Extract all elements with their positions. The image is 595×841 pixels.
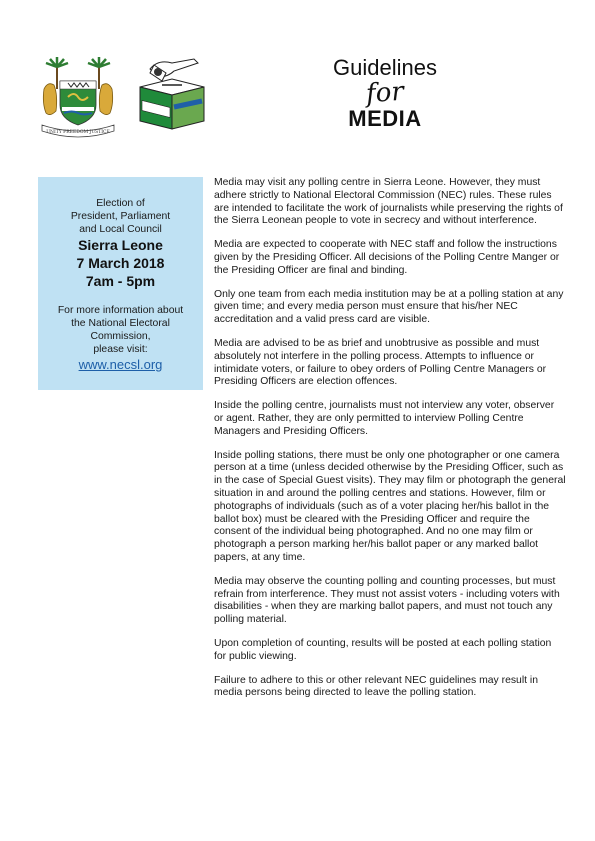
paragraph-8: Upon completion of counting, results will be posted at each polling station for public viewing.	[214, 637, 552, 662]
paragraph-6: Inside polling stations, there must be only one photographer or one camera person at a time (unless decided otherwise by the Presiding Officer, such as in the case of Special Guest visits). They may film or photograph the general situation in and around the polling centres and stations. However, film or photographs of individuals (such as of a voter placing her/his ballot in the ballot box) must be cleared with the Presiding Officer and require the consent of the individual being photographed. And no one may film or photograph a person marking her/his ballot paper or any marked ballot papers, at any time.	[214, 449, 566, 563]
coat-of-arms-icon	[38, 55, 118, 139]
paragraph-5: Inside the polling centre, journalists must not interview any voter, observer or agent. Rather, they are only permitted to interview Polling Centre Managers and Presiding Officers.	[214, 400, 555, 437]
guidelines-title	[300, 55, 470, 132]
ballot-box-icon	[128, 55, 208, 133]
sidebar-info-1: For more information about	[57, 305, 184, 316]
nec-website-link[interactable]: www.necsl.org	[78, 357, 163, 372]
sidebar-time: 7am - 5pm	[85, 273, 156, 289]
title-for: for	[365, 76, 405, 110]
sidebar-line-1: Election of	[96, 198, 145, 209]
sidebar-date: 7 March 2018	[76, 255, 165, 271]
coat-of-arms-logo	[38, 55, 118, 139]
election-info-sidebar	[38, 177, 203, 390]
sidebar-line-2: President, Parliament	[70, 211, 171, 222]
sidebar-info-4: please visit:	[93, 344, 148, 355]
sidebar-info-2: the National Electoral	[71, 318, 170, 329]
title-guidelines: Guidelines	[333, 55, 437, 80]
title-media: MEDIA	[348, 106, 422, 131]
sidebar-info-3: Commission,	[90, 331, 151, 342]
paragraph-9: Failure to adhere to this or other relevant NEC guidelines may result in media persons being directed to leave the polling station.	[214, 674, 539, 699]
paragraph-1: Media may visit any polling centre in Sierra Leone. However, they must adhere strictly to National Electoral Commission (NEC) rules. These rules are intended to facilitate the work of journalists while preserving the rights of the Sierra Leonean people to vote in secrecy and without interference.	[214, 177, 563, 227]
sidebar-line-3: and Local Council	[79, 224, 162, 235]
svg-text:UNITY FREEDOM JUSTICE: UNITY FREEDOM JUSTICE	[46, 130, 110, 135]
paragraph-3: Only one team from each media institution may be at a polling station at any given time; and every media person must ensure that his/her NEC accreditation and a valid press card are visible.	[214, 288, 564, 326]
sidebar-country: Sierra Leone	[78, 237, 163, 253]
paragraph-4: Media are advised to be as brief and unobtrusive as possible and must absolutely not interfere in the polling process. Attempts to influence or intimidate voters, or failure to obey orders of Polling Centre Managers or Presiding Officers are election offences.	[214, 337, 547, 388]
paragraph-2: Media are expected to cooperate with NEC staff and follow the instructions given by the Presiding Officer. All decisions of the Polling Centre Manger or the Presiding Officer are final and binding.	[214, 239, 560, 276]
guidelines-body	[214, 177, 566, 711]
paragraph-7: Media may observe the counting polling and counting processes, but must refrain from interference. They must not assist voters - including voters with disabilities - when they are marking ballot papers, and must not touch any polling material.	[214, 575, 560, 626]
nec-logo	[128, 55, 208, 133]
